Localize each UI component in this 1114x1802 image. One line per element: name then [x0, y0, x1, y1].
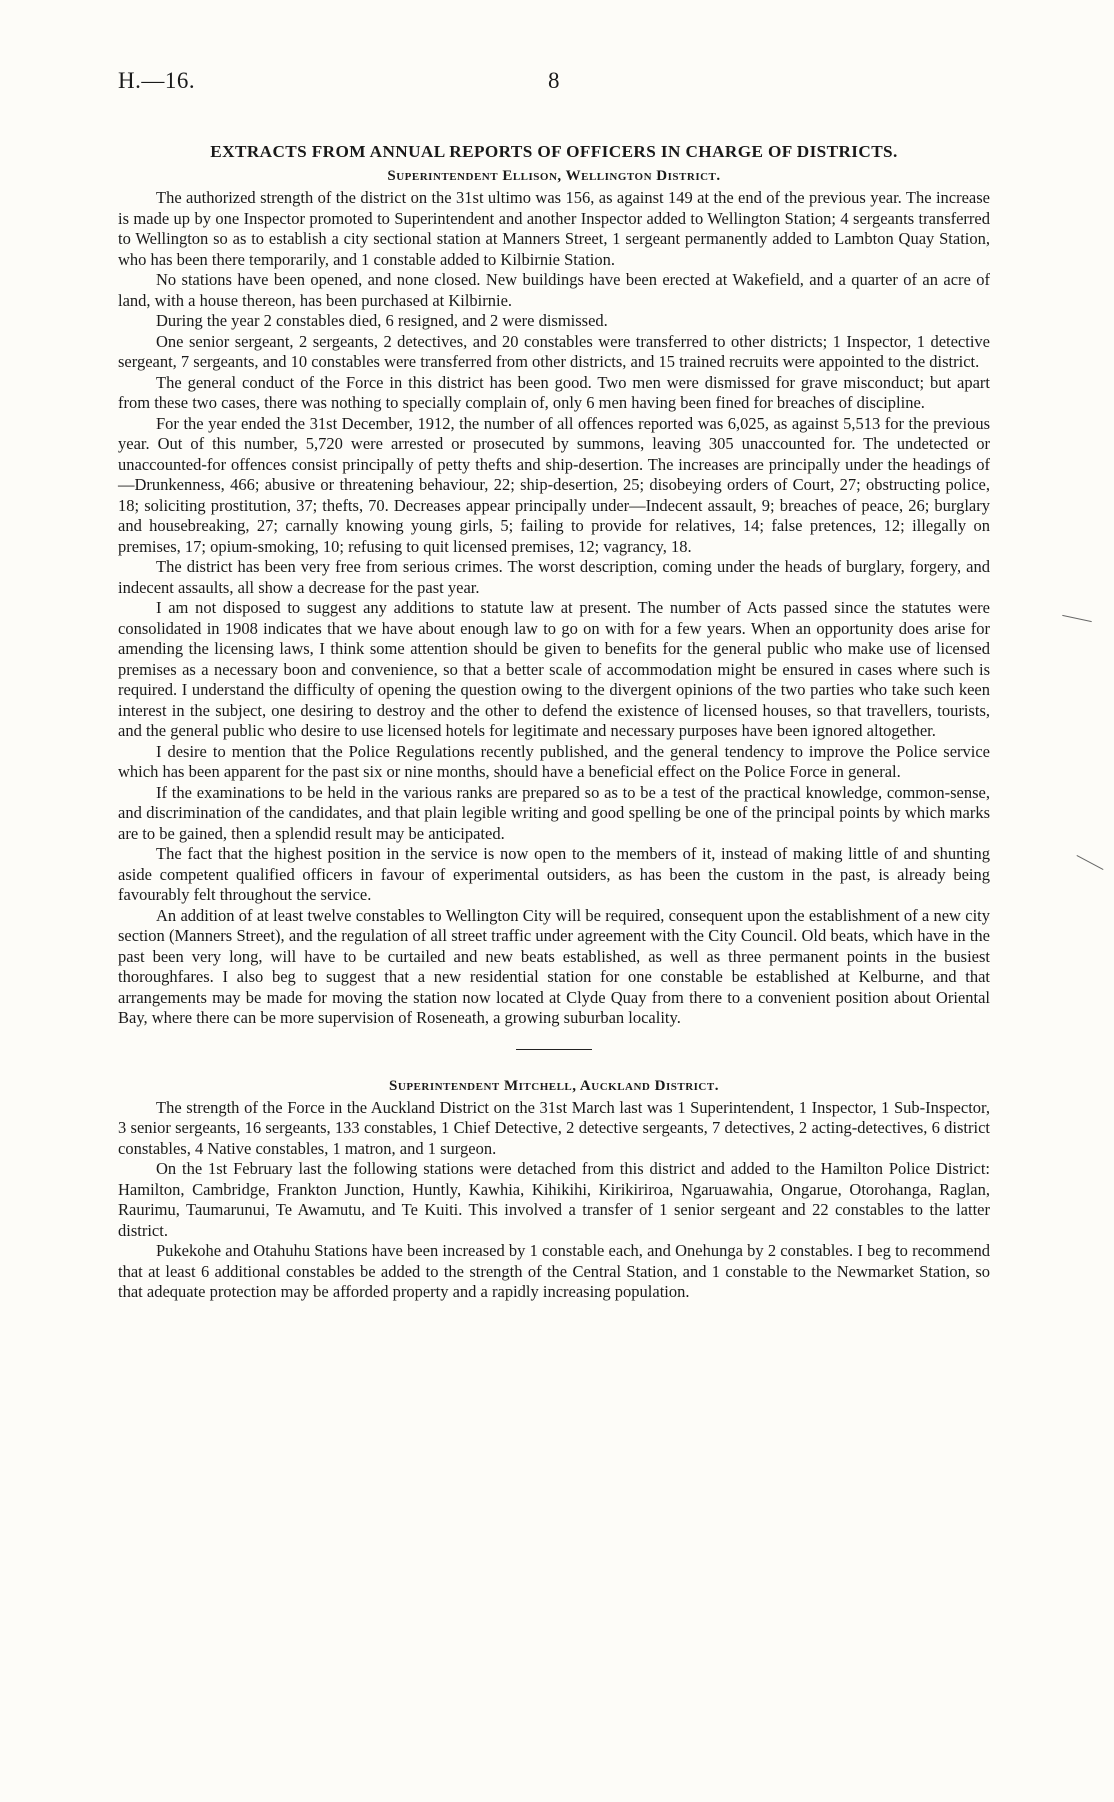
paragraph: I am not disposed to suggest any additions to statute law at present. The number of Acts passed since the statutes were consolidated in 1908 indicates that we have about enough law to go on with for a few years. When an opportunity does arise for amending the licensing laws, I think some attention should be given to benefits for the general public who make use of licensed premises as a necessary boon and convenience, so that a better scale of accommodation might be ensured in cases where such is required. I understand the difficulty of opening the question owing to the divergent opinions of the two parties who take such keen interest in the subject, one desiring to destroy and the other to defend the existence of licensed houses, so that travellers, tourists, and the general public who desire to use licensed hotels for legitimate and necessary purposes have been ignored altogether. [118, 598, 990, 740]
section-divider [516, 1049, 592, 1050]
paragraph: Pukekohe and Otahuhu Stations have been increased by 1 constable each, and Onehunga by 2 constables. I beg to recommend that at least 6 additional constables be added to the strength of the Central Station, and 1 constable to the Newmarket Station, so that adequate protection may be afforded property and a rapidly increasing population. [118, 1241, 990, 1301]
section-wellington [118, 164, 990, 1029]
paragraph: If the examinations to be held in the various ranks are prepared so as to be a test of the practical knowledge, common-sense, and discrimination of the candidates, and that plain legible writing and good spelling be one of the principal points by which marks are to be gained, then a splendid result may be anticipated. [118, 782, 990, 843]
paragraph: I desire to mention that the Police Regulations recently published, and the general tendency to improve the Police service which has been apparent for the past six or nine months, should have a beneficial effect on the Police Force in general. [118, 741, 990, 781]
page-number: 8 [548, 68, 560, 93]
section-heading: Superintendent Mitchell, Auckland District. [389, 1077, 719, 1094]
section-heading: Superintendent Ellison, Wellington District. [387, 168, 721, 184]
page-title: EXTRACTS FROM ANNUAL REPORTS OF OFFICERS IN CHARGE OF DISTRICTS. [210, 142, 898, 161]
paragraph: The strength of the Force in the Auckland District on the 31st March last was 1 Superintendent, 1 Inspector, 1 Sub-Inspector, 3 senior sergeants, 16 sergeants, 133 constables, 1 Chief Detective, 2 detective sergeants, 7 detectives, 2 acting-detectives, 6 district constables, 4 Native constables, 1 matron, and 1 surgeon. [118, 1097, 990, 1158]
document-reference: H.—16. [118, 68, 196, 93]
scan-mark [1077, 855, 1104, 870]
paragraph: The fact that the highest position in the service is now open to the members of it, instead of making little of and shunting aside competent qualified officers in favour of experimental outsiders, as has been the custom in the past, is already being favourably felt throughout the service. [118, 844, 990, 904]
paragraph: The authorized strength of the district on the 31st ultimo was 156, as against 149 at the end of the previous year. The increase is made up by one Inspector promoted to Superintendent and another Inspector added to Wellington Station; 4 sergeants transferred to Wellington so as to establish a city sectional station at Manners Street, 1 sergeant permanently added to Lambton Quay Station, who has been there temporarily, and 1 constable added to Kilbirnie Station. [118, 188, 990, 269]
paragraph: For the year ended the 31st December, 1912, the number of all offences reported was 6,025, as against 5,513 for the previous year. Out of this number, 5,720 were arrested or prosecuted by summons, leaving 305 unaccounted for. The undetected or unaccounted-for offences consist principally of petty thefts and ship-desertion. The increases are principally under the headings of—Drunkenness, 466; abusive or threatening behaviour, 22; ship-desertion, 25; disobeying orders of Court, 27; obstructing police, 18; soliciting prostitution, 37; thefts, 70. Decreases appear principally under—Indecent assault, 9; breaches of peace, 26; burglary and housebreaking, 27; carnally knowing young girls, 5; failing to provide for relatives, 14; false pretences, 12; illegally on premises, 17; opium-smoking, 10; refusing to quit licensed premises, 12; vagrancy, 18. [118, 413, 990, 556]
paragraph: On the 1st February last the following stations were detached from this district and added to the Hamilton Police District: Hamilton, Cambridge, Frankton Junction, Huntly, Kawhia, Kihikihi, Kirikiriroa, Ngaruawahia, Ongarue, Otorohanga, Raglan, Raurimu, Taumarunui, Te Awamutu, and Te Kuiti. This involved a transfer of 1 senior sergeant and 22 constables to the latter district. [118, 1159, 990, 1240]
scan-mark [1062, 615, 1092, 622]
section-auckland [118, 1074, 990, 1303]
paragraph: One senior sergeant, 2 sergeants, 2 detectives, and 20 constables were transferred to other districts; 1 Inspector, 1 detective sergeant, 7 sergeants, and 10 constables were transferred from other districts, and 15 trained recruits were appointed to the district. [118, 331, 990, 371]
page-body [118, 140, 990, 1303]
paragraph: An addition of at least twelve constables to Wellington City will be required, consequent upon the establishment of a new city section (Manners Street), and the regulation of all street traffic under agreement with the City Council. Old beats, which have in the past been very long, will have to be curtailed and new beats established, as well as three permanent points in the busiest thoroughfares. I also beg to suggest that a new residential station for one constable be established at Kelburne, and that arrangements may be made for moving the station now located at Clyde Quay from there to a convenient position about Oriental Bay, where there can be more supervision of Roseneath, a growing suburban locality. [118, 905, 990, 1027]
paragraph: No stations have been opened, and none closed. New buildings have been erected at Wakefield, and a quarter of an acre of land, with a house thereon, has been purchased at Kilbirnie. [118, 270, 990, 310]
paragraph: The district has been very free from serious crimes. The worst description, coming under the heads of burglary, forgery, and indecent assaults, all show a decrease for the past year. [118, 557, 990, 597]
paragraph: During the year 2 constables died, 6 resigned, and 2 were dismissed. [156, 311, 608, 330]
paragraph: The general conduct of the Force in this district has been good. Two men were dismissed for grave misconduct; but apart from these two cases, there was nothing to specially complain of, only 6 men having been fined for breaches of discipline. [118, 372, 990, 412]
